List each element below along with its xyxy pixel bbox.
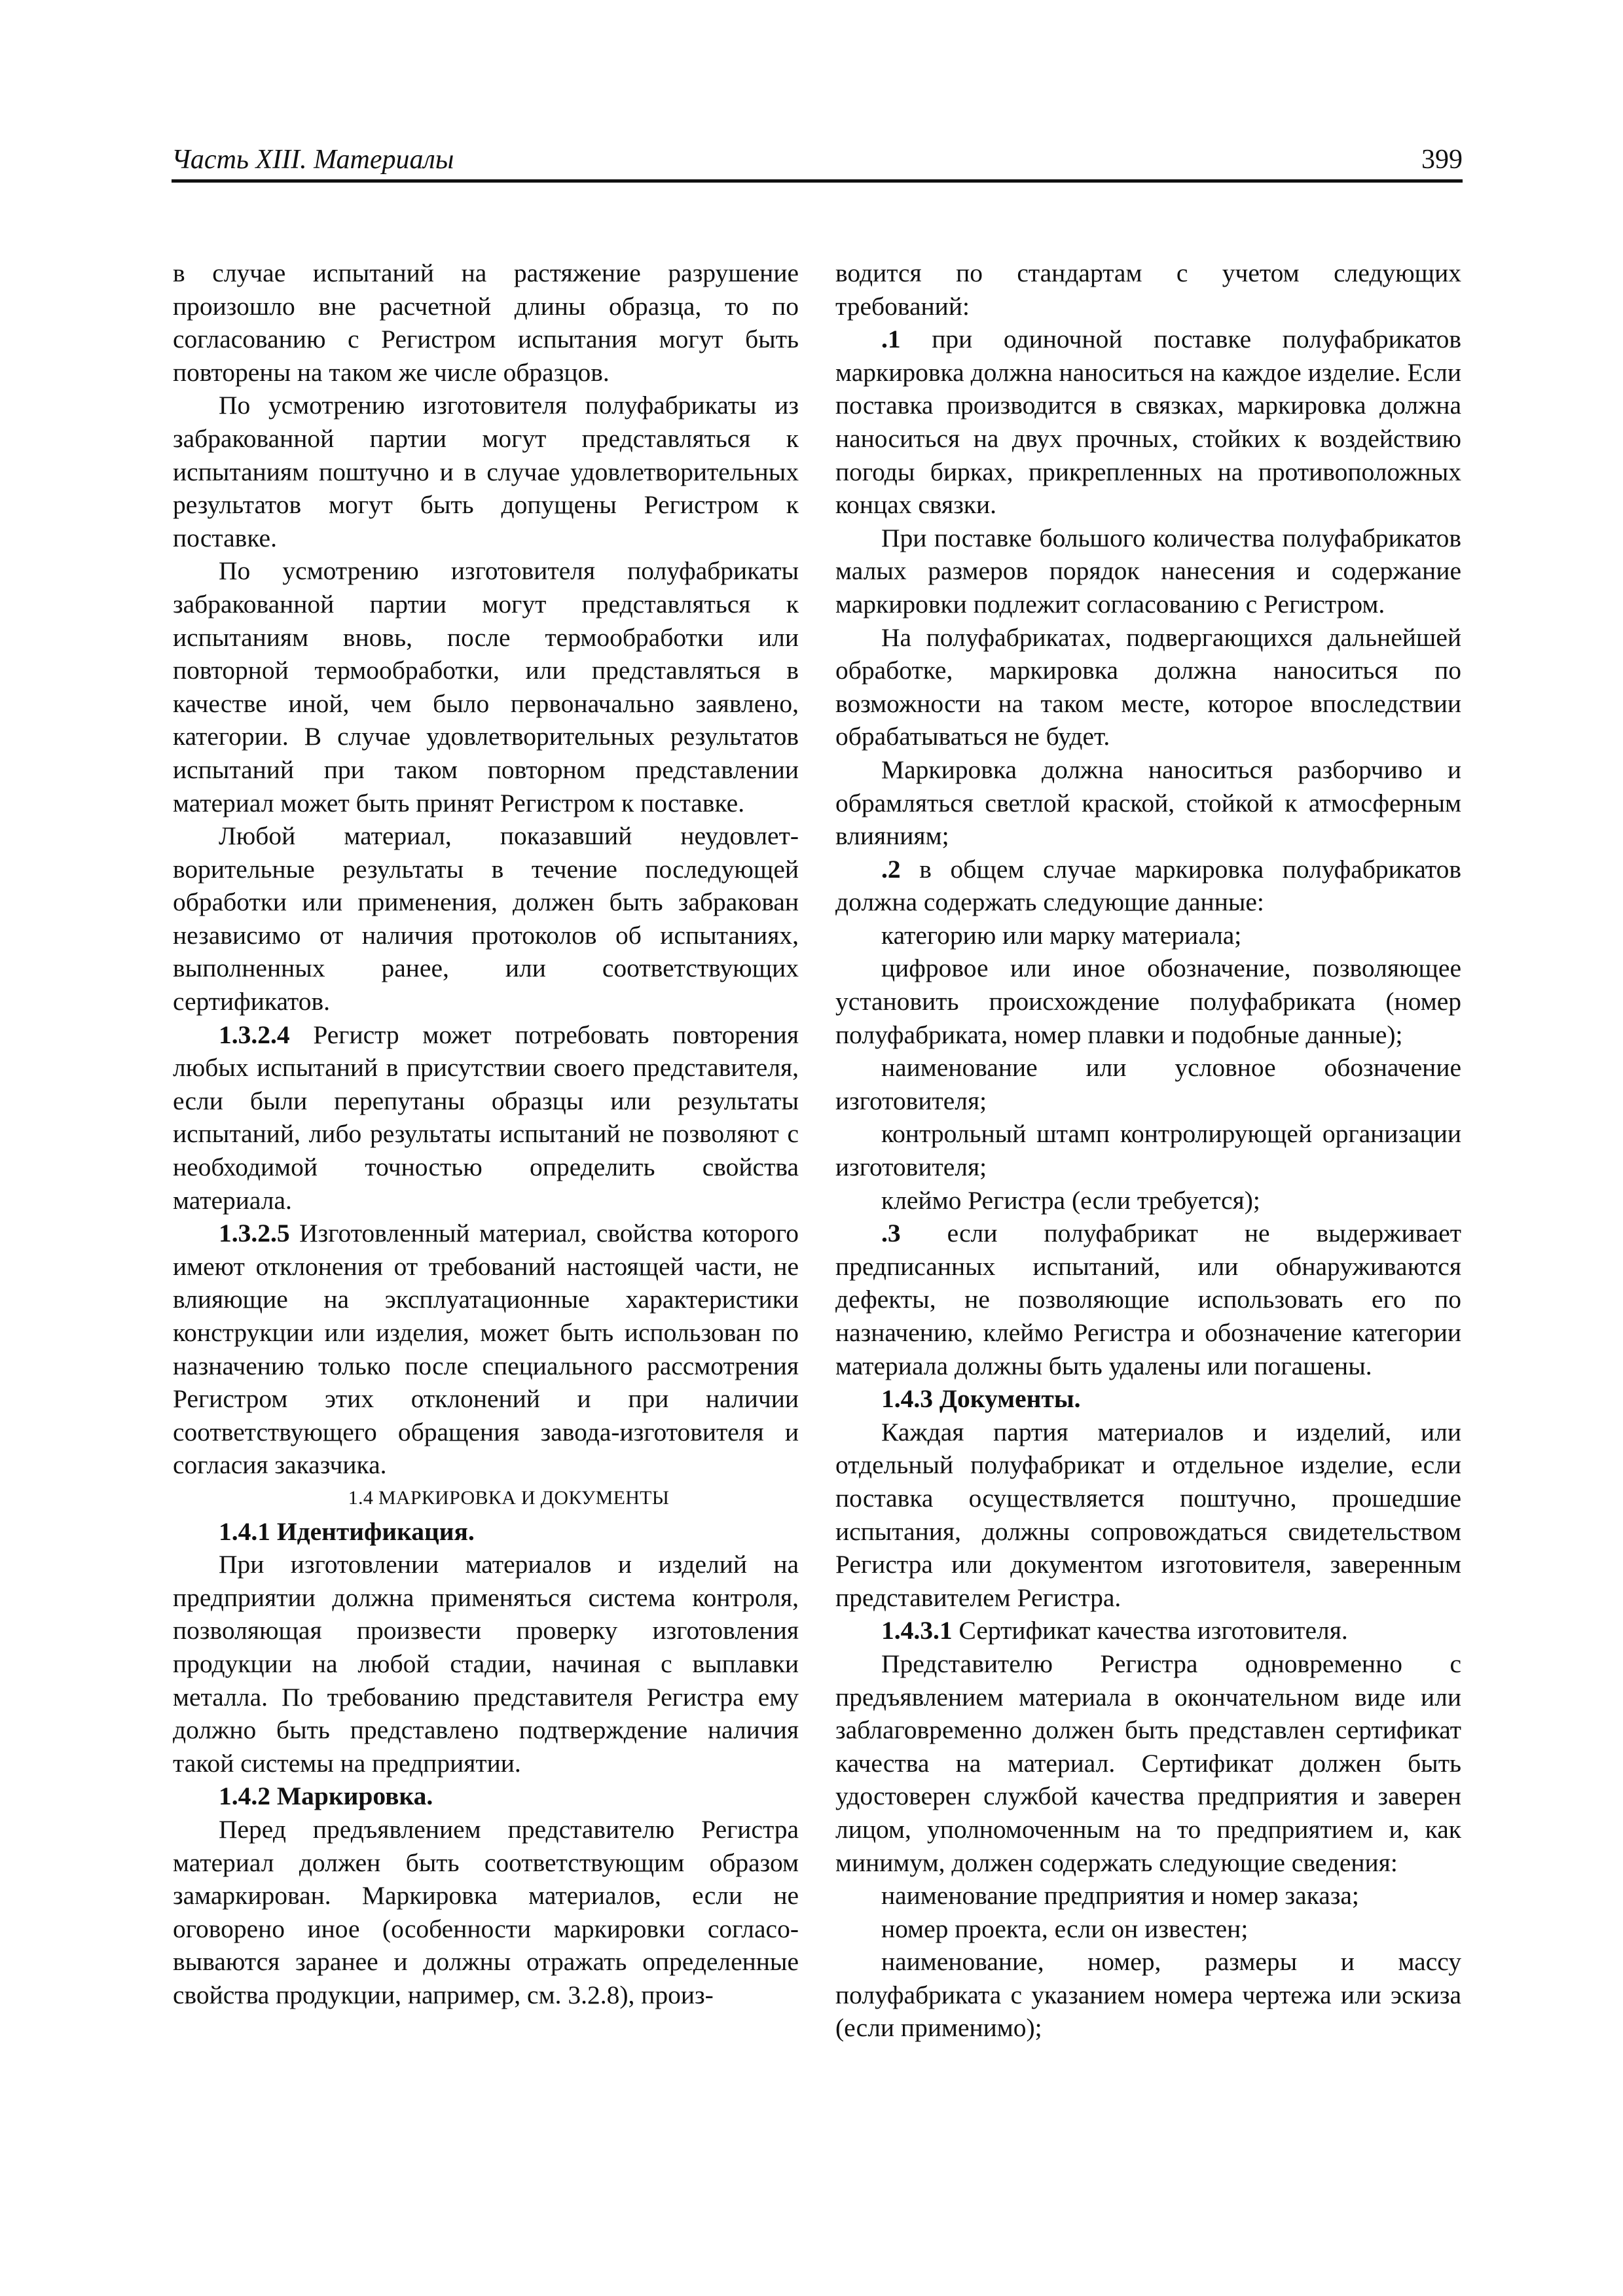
paragraph: водится по стандартам с учетом следующих требований: (835, 259, 1461, 321)
paragraph-text: Изготовленный материал, свойства которого имеют отклонения от требований настоящей части, не влияющие на эксплуатационные характеристики конструкции или изделия, может быть использован по назначению только после специального рассмотрения Регистром этих отклонений и при наличии соответствующего обращения завода-изготовителя и согласия заказчика. (173, 1219, 799, 1480)
clause-number: 1.3.2.4 (219, 1020, 290, 1049)
paragraph: При поставке большого количества полуфабрикатов малых размеров порядок нанесения и содержание маркировки подлежит согласованию с Регистром. (835, 523, 1461, 619)
paragraph: Маркировка должна наноситься разборчиво и обрамляться светлой краской, стойкой к атмосферным влияниям; (835, 755, 1461, 851)
paragraph: Представителю Регистра одновременно с предъявлением материала в окончательном виде или заблаговременно должен быть представлен сертификат качества на материал. Сертификат должен быть удостоверен службой качества предприятия и заверен лицом, уполномоченным на то предприятием и, как минимум, должен содержать следующие сведения: (835, 1649, 1461, 1877)
paragraph: Перед предъявлением представителю Регистра материал должен быть соответствующим образом замаркирован. Маркировка материалов, если не оговорено иное (особенности маркировки согласовываются заранее и должны отражать определенные свойства продукции, например, см. 3.2.8), произ- (173, 1814, 799, 2009)
paragraph: При изготовлении материалов и изделий на предприятии должна применяться система контроля, позволяющая произвести проверку изготовления продукции на любой стадии, начиная с выплавки металла. По требованию представителя Регистра ему должно быть представлено подтверждение наличия такой системы на предприятии. (173, 1550, 799, 1778)
left-column (173, 257, 799, 2011)
page-number: 399 (1421, 145, 1463, 175)
subsection-heading: 1.4.3 Документы. (881, 1384, 1081, 1414)
paragraph: На полуфабрикатах, подвергающихся дальнейшей обработке, маркировка должна наноситься по возможности на таком месте, которое впоследствии обрабатываться не будет. (835, 622, 1461, 751)
running-title: Часть XIII. Материалы (172, 145, 454, 175)
paragraph: в случае испытаний на растяжение разрушение произошло вне расчетной длины образца, то по согласованию с Регистром испытания могут быть повторены на таком же числе образцов. (173, 259, 799, 387)
paragraph: Любой материал, показавший неудовлетворительные результаты в течение последующей обработки или применения, должен быть забракован независимо от наличия протоколов об испытаниях, выполненных ранее, или соответствующих сертификатов. (173, 821, 799, 1016)
clause-number: 1.4.3.1 (881, 1616, 953, 1645)
paragraph-text: при одиночной поставке полуфабрикатов маркировка должна наноситься на каждое изделие. Если поставка производится в связках, маркировка должна наноситься на двух прочных, стойких к воздействию погоды бирках, прикрепленных на противоположных концах связки. (835, 325, 1461, 520)
section-title: 1.4 МАРКИРОВКА И ДОКУМЕНТЫ (348, 1486, 670, 1509)
list-item: наименование или условное обозначение изготовителя; (835, 1053, 1461, 1115)
paragraph-text: Сертификат качества изготовителя. (952, 1616, 1348, 1645)
paragraph: Каждая партия материалов и изделий, или отдельный полуфабрикат и отдельное изделие, если поставка осуществляется поштучно, прошедшие испытания, должны сопровождаться свидетельством Регистра или документом изготовителя, заверенным представителем Регистра. (835, 1417, 1461, 1612)
subsection-heading: 1.4.2 Маркировка. (219, 1782, 433, 1811)
paragraph (835, 1217, 1461, 1382)
list-item: клеймо Регистра (если требуется); (881, 1185, 1260, 1215)
clause-number: .3 (881, 1219, 901, 1248)
paragraph-text: если полуфабрикат не выдерживает предписанных испытаний, или обнаруживаются дефекты, не позволяющие использовать его по назначению, клеймо Регистра и обозначение категории материала должны быть удалены или погашены. (835, 1219, 1461, 1380)
page-header (172, 147, 1463, 183)
paragraph: По усмотрению изготовителя полуфабрикаты из забракованной партии могут представляться к испытаниям поштучно и в случае удовлетворительных результатов могут быть допущены Регистром к поставке. (173, 391, 799, 552)
clause-number: .1 (881, 325, 901, 354)
right-column (835, 257, 1461, 2045)
list-item: цифровое или иное обозначение, позволяющее установить происхождение полуфабриката (номер полуфабриката, номер плавки и подобные данные); (835, 954, 1461, 1049)
paragraph (835, 1614, 1461, 1647)
paragraph-text: в общем случае маркировка полуфабрикатов должна содержать следующие данные: (835, 854, 1461, 917)
paragraph-text: Регистр может потребовать повторения любых испытаний в присутствии своего представителя, если были перепутаны образцы или результаты испытаний, либо результаты испытаний не позволяют с необходимой точностью определить свойства материала. (173, 1020, 799, 1215)
list-item: номер проекта, если он известен; (881, 1914, 1249, 1943)
paragraph (173, 1018, 799, 1217)
clause-number: 1.3.2.5 (219, 1219, 290, 1248)
paragraph: По усмотрению изготовителя полуфабрикаты забракованной партии могут представляться к испытаниям вновь, после термообработки или повторной термообработки, или представляться в качестве иной, чем было первоначально заявлено, категории. В случае удовлетворительных результатов испытаний при таком повторном представлении материал может быть принят Регистром к поставке. (173, 556, 799, 817)
list-item: наименование предприятия и номер заказа; (881, 1881, 1359, 1910)
paragraph (835, 323, 1461, 522)
paragraph (835, 853, 1461, 919)
clause-number: .2 (881, 854, 901, 884)
list-item: категорию или марку материала; (881, 920, 1242, 950)
paragraph (173, 1217, 799, 1482)
subsection-heading: 1.4.1 Идентификация. (219, 1516, 475, 1546)
list-item: наименование, номер, размеры и массу полуфабриката с указанием номера чертежа или эскиза (если применимо); (835, 1947, 1461, 2043)
list-item: контрольный штамп контролирующей организации изготовителя; (835, 1119, 1461, 1182)
